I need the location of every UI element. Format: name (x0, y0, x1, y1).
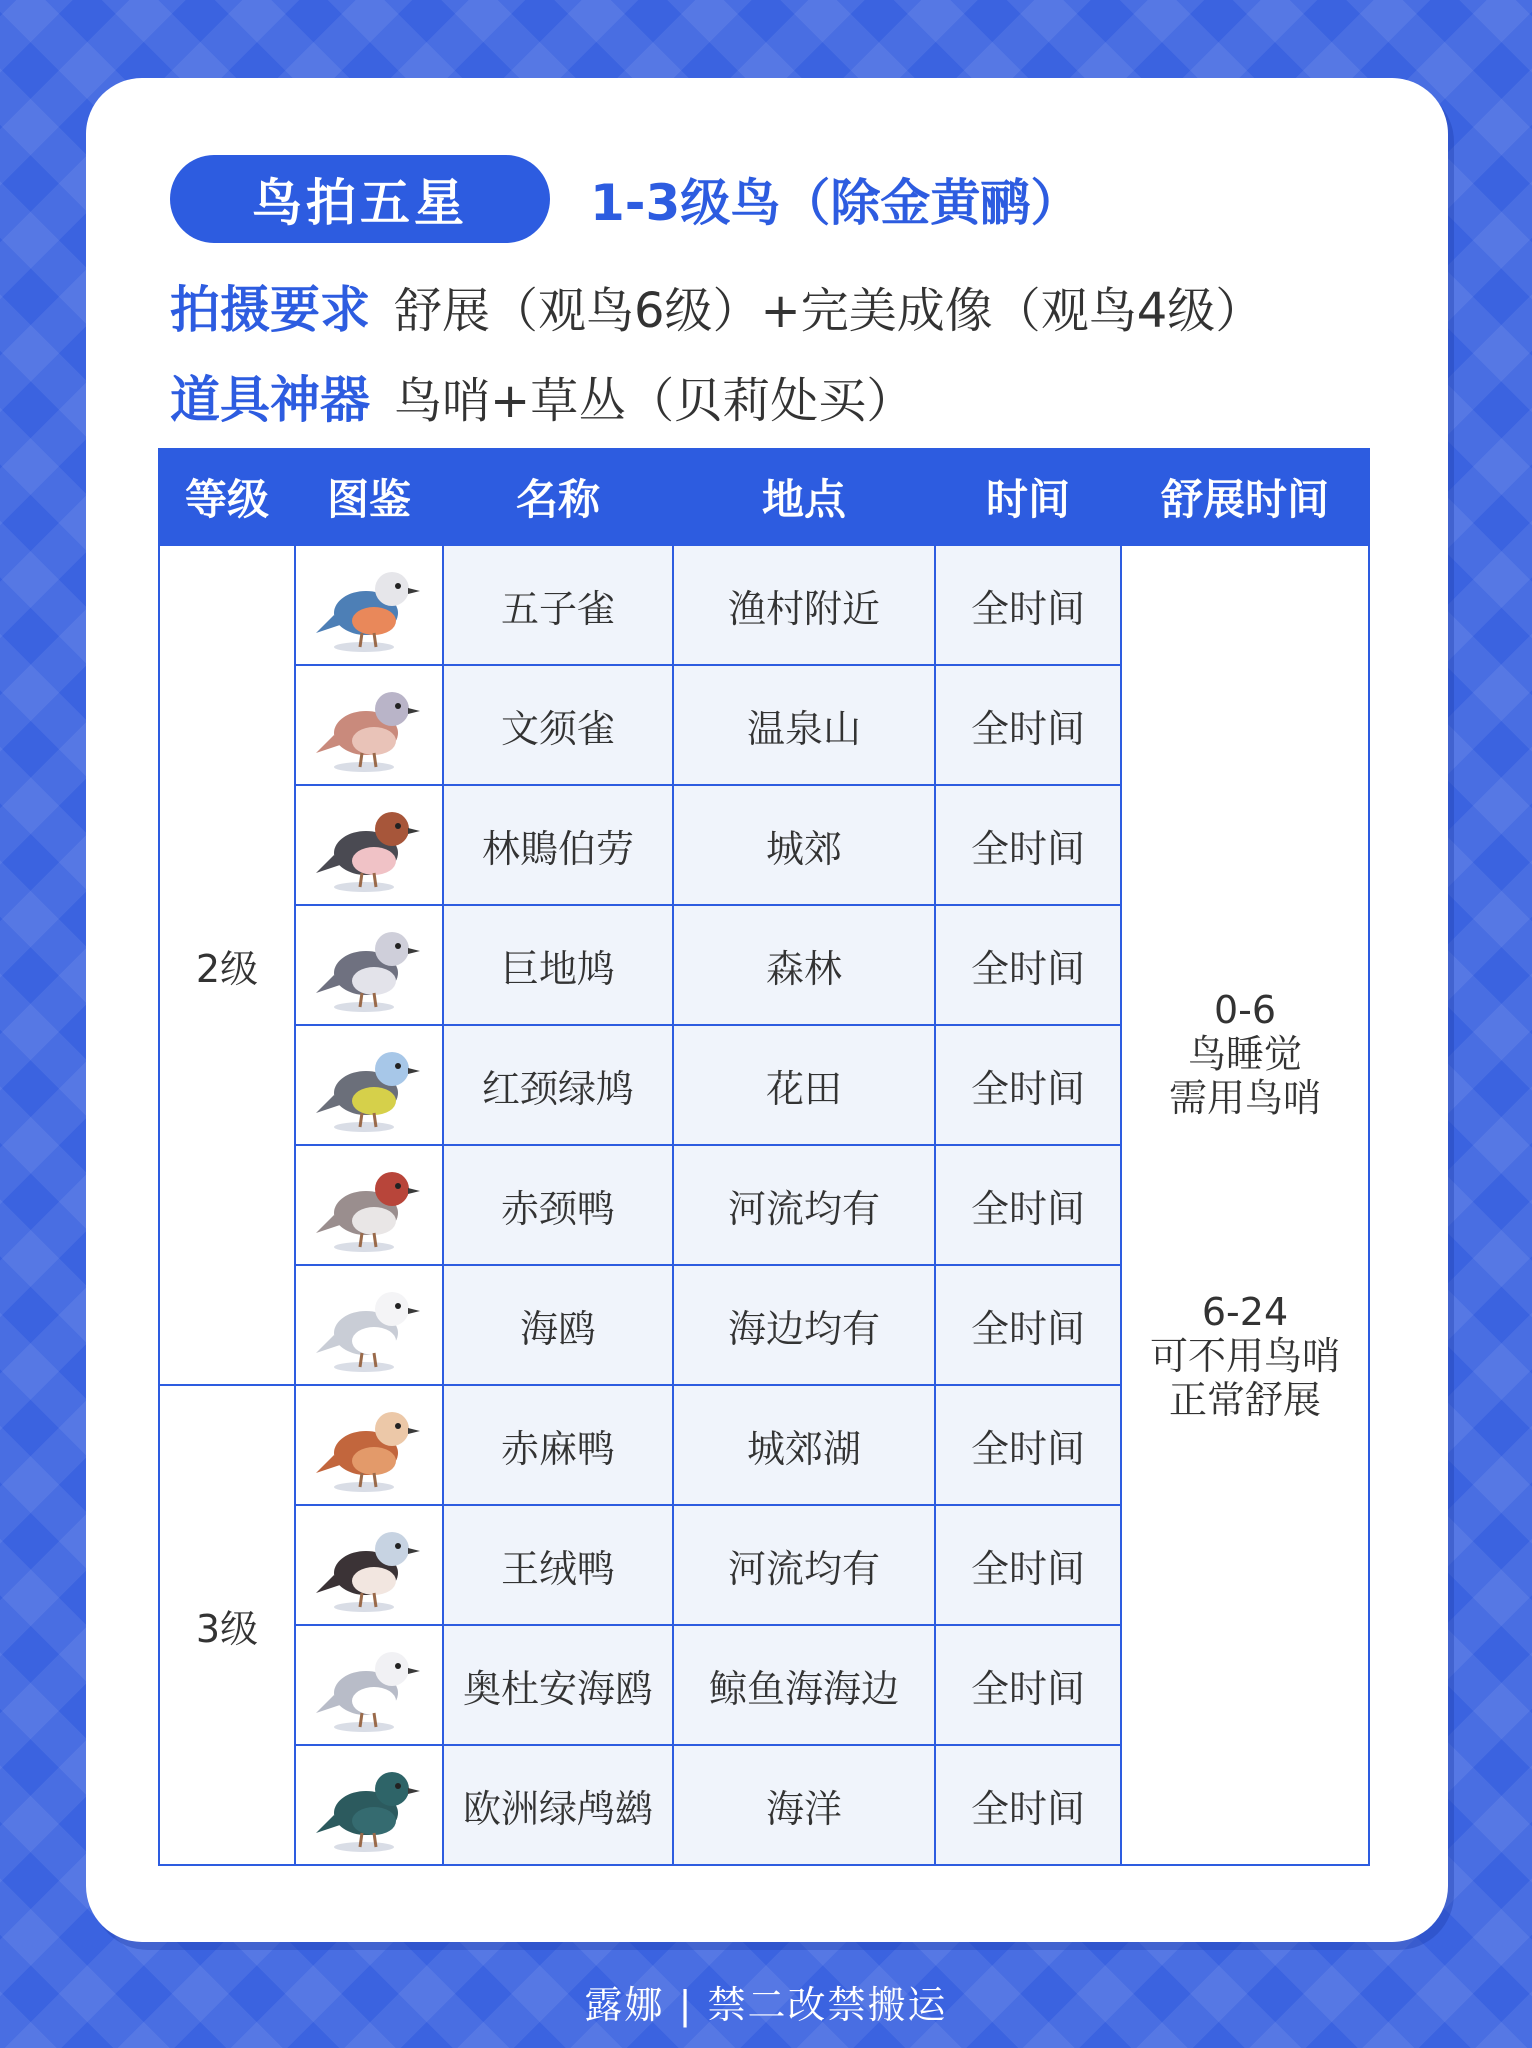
bird-name: 文须雀 (443, 665, 673, 785)
bird-image-cell (295, 1265, 443, 1385)
requirement-row (170, 268, 1263, 344)
bird-location: 鲸鱼海海边 (673, 1625, 935, 1745)
bird-name: 王绒鸭 (443, 1505, 673, 1625)
bird-image-cell (295, 545, 443, 665)
stretch-note-1a: 鸟睡觉 (1187, 1032, 1302, 1076)
shag-icon (314, 1755, 424, 1855)
bird-image-cell (295, 665, 443, 785)
subtitle: 1-3级鸟（除金黄鹂） (590, 174, 1081, 232)
bird-name: 赤颈鸭 (443, 1145, 673, 1265)
bird-name: 海鸥 (443, 1265, 673, 1385)
tools-row (170, 358, 914, 434)
bird-location: 海边均有 (673, 1265, 935, 1385)
col-header-stretch: 舒展时间 (1121, 449, 1369, 545)
bird-name: 五子雀 (443, 545, 673, 665)
bird-image-cell (295, 905, 443, 1025)
ruddy-shelduck-icon (314, 1395, 424, 1495)
audouins-gull-icon (314, 1635, 424, 1735)
nuthatch-icon (314, 555, 424, 655)
bird-image-cell (295, 1745, 443, 1865)
bird-name: 奥杜安海鸥 (443, 1625, 673, 1745)
stretch-range-1: 0-6 (1213, 988, 1277, 1032)
level-cell-2: 2级 (159, 545, 295, 1385)
bird-image-cell (295, 1145, 443, 1265)
requirement-value: 舒展（观鸟6级）+完美成像（观鸟4级） (394, 282, 1264, 339)
bird-location: 花田 (673, 1025, 935, 1145)
bird-time: 全时间 (935, 785, 1121, 905)
bird-image-cell (295, 785, 443, 905)
content-card (86, 78, 1448, 1942)
bird-location: 海洋 (673, 1745, 935, 1865)
green-pigeon-icon (314, 1035, 424, 1135)
bird-image-cell (295, 1505, 443, 1625)
col-header-level: 等级 (159, 449, 295, 545)
col-header-icon: 图鉴 (295, 449, 443, 545)
bearded-reedling-icon (314, 675, 424, 775)
stretch-note-2b: 正常舒展 (1168, 1378, 1321, 1422)
bird-location: 河流均有 (673, 1505, 935, 1625)
stretch-note-2a: 可不用鸟哨 (1149, 1334, 1340, 1378)
bird-name: 林鵙伯劳 (443, 785, 673, 905)
seagull-icon (314, 1275, 424, 1375)
bird-time: 全时间 (935, 1025, 1121, 1145)
king-eider-icon (314, 1515, 424, 1615)
table-header (159, 449, 1369, 545)
bird-name: 赤麻鸭 (443, 1385, 673, 1505)
wigeon-icon (314, 1155, 424, 1255)
bird-image-cell (295, 1625, 443, 1745)
title-badge: 鸟拍五星 (170, 155, 550, 243)
tools-value: 鸟哨+草丛（贝莉处买） (394, 372, 915, 429)
col-header-name: 名称 (443, 449, 673, 545)
bird-image-cell (295, 1385, 443, 1505)
stretch-note-1b: 需用鸟哨 (1168, 1076, 1321, 1120)
stretch-range-2: 6-24 (1201, 1290, 1289, 1334)
tools-label: 道具神器 (170, 371, 370, 429)
bird-time: 全时间 (935, 1265, 1121, 1385)
bird-time: 全时间 (935, 545, 1121, 665)
bird-time: 全时间 (935, 1625, 1121, 1745)
stretch-time-cell (1121, 545, 1369, 1865)
shrike-icon (314, 795, 424, 895)
table-row (159, 545, 1369, 665)
bird-location: 渔村附近 (673, 545, 935, 665)
bird-location: 城郊湖 (673, 1385, 935, 1505)
bird-name: 欧洲绿鸬鹚 (443, 1745, 673, 1865)
bird-image-cell (295, 1025, 443, 1145)
bird-location: 温泉山 (673, 665, 935, 785)
title-row (170, 154, 1080, 244)
bird-time: 全时间 (935, 905, 1121, 1025)
bird-time: 全时间 (935, 665, 1121, 785)
bird-location: 森林 (673, 905, 935, 1025)
bird-location: 河流均有 (673, 1145, 935, 1265)
bird-time: 全时间 (935, 1505, 1121, 1625)
bird-time: 全时间 (935, 1145, 1121, 1265)
bird-name: 巨地鸠 (443, 905, 673, 1025)
bird-table (158, 448, 1370, 1866)
bird-time: 全时间 (935, 1385, 1121, 1505)
bird-location: 城郊 (673, 785, 935, 905)
col-header-location: 地点 (673, 449, 935, 545)
col-header-time: 时间 (935, 449, 1121, 545)
requirement-label: 拍摄要求 (170, 281, 370, 339)
footer-credit: 露娜 | 禁二改禁搬运 (584, 1983, 948, 2027)
bird-name: 红颈绿鸠 (443, 1025, 673, 1145)
ground-dove-icon (314, 915, 424, 1015)
bird-time: 全时间 (935, 1745, 1121, 1865)
level-cell-3: 3级 (159, 1385, 295, 1865)
